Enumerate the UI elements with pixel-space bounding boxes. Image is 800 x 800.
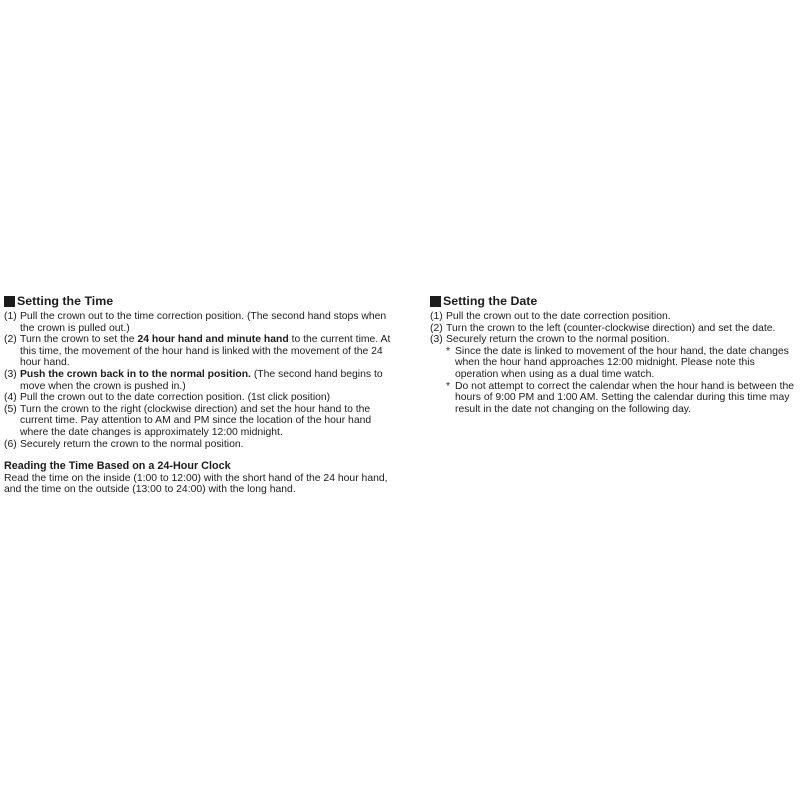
time-step-2: [4, 334, 396, 369]
step-text: Pull the crown out to the time correction position. (The second hand stops when the crown is pulled out.): [20, 311, 387, 334]
step-number: (3): [430, 334, 443, 346]
step-text: Pull the crown out to the date correction position. (1st click position): [20, 392, 331, 404]
note-asterisk: *: [446, 380, 451, 392]
step-number: (2): [4, 334, 17, 346]
step-text-part: Turn the crown to set the: [20, 334, 138, 346]
step-text: Securely return the crown to the normal position.: [446, 334, 670, 346]
step-text-bold: 24 hour hand and minute hand: [137, 334, 289, 346]
setting-date-title: Setting the Date: [443, 294, 538, 308]
time-step-6: [4, 439, 396, 451]
time-step-1: [4, 311, 396, 334]
note-asterisk: *: [446, 345, 451, 357]
step-number: (4): [4, 392, 17, 404]
reading-time-text: Read the time on the inside (1:00 to 12:00) with the short hand of the 24 hour hand, and the time on the outside (13:00 to 24:00) with the long hand.: [4, 472, 388, 496]
step-number: (3): [4, 368, 17, 380]
black-square-bullet-icon: [430, 296, 441, 307]
setting-time-heading: [4, 294, 396, 308]
step-text: Pull the crown out to the date correction position.: [446, 311, 671, 322]
time-step-5: [4, 404, 396, 439]
step-text: [20, 369, 396, 392]
setting-time-steps: [4, 311, 396, 450]
setting-time-section: [4, 294, 396, 496]
date-note-1: [446, 346, 796, 381]
step-number: (5): [4, 403, 17, 415]
setting-date-heading: [430, 294, 796, 308]
step-text: [20, 334, 396, 369]
setting-date-steps: [430, 311, 796, 346]
reading-time-heading: Reading the Time Based on a 24-Hour Clock: [4, 460, 231, 473]
date-note-2: [446, 381, 796, 416]
step-text: Securely return the crown to the normal position.: [20, 438, 244, 450]
date-step-2: [430, 323, 796, 335]
step-text-part: (The second hand begins to move when the crown is pushed in.): [20, 368, 383, 392]
step-text-part: to the current time. At this time, the movement of the hour hand is linked with the movement of the 24 hour hand.: [20, 334, 391, 369]
black-square-bullet-icon: [4, 296, 15, 307]
step-number: (2): [430, 322, 443, 334]
step-text: Turn the crown to the left (counter-clockwise direction) and set the date.: [446, 322, 776, 334]
setting-time-title: Setting the Time: [17, 294, 114, 308]
date-step-1: [430, 311, 796, 323]
step-number: (1): [430, 311, 443, 322]
step-number: (1): [4, 311, 17, 322]
note-text: Since the date is linked to movement of the hour hand, the date changes when the hour hand approaches 12:00 midnight. Please note this operation when using as a dual time watch.: [455, 345, 789, 380]
step-text-bold: Push the crown back in to the normal position.: [20, 368, 251, 380]
step-text: Turn the crown to the right (clockwise direction) and set the hour hand to the current time. Pay attention to AM and PM since the location of the hour hand where the date changes is approximately 12:00 midnight.: [20, 403, 372, 438]
date-step-3: [430, 334, 796, 346]
date-notes: [430, 346, 796, 416]
note-text: Do not attempt to correct the calendar when the hour hand is between the hours of 9:00 PM and 1:00 AM. Setting the calendar during this time may result in the date not changing on the following day.: [455, 380, 795, 415]
setting-date-section: [430, 294, 796, 415]
step-number: (6): [4, 438, 17, 450]
time-step-4: [4, 392, 396, 404]
time-step-3: [4, 369, 396, 392]
